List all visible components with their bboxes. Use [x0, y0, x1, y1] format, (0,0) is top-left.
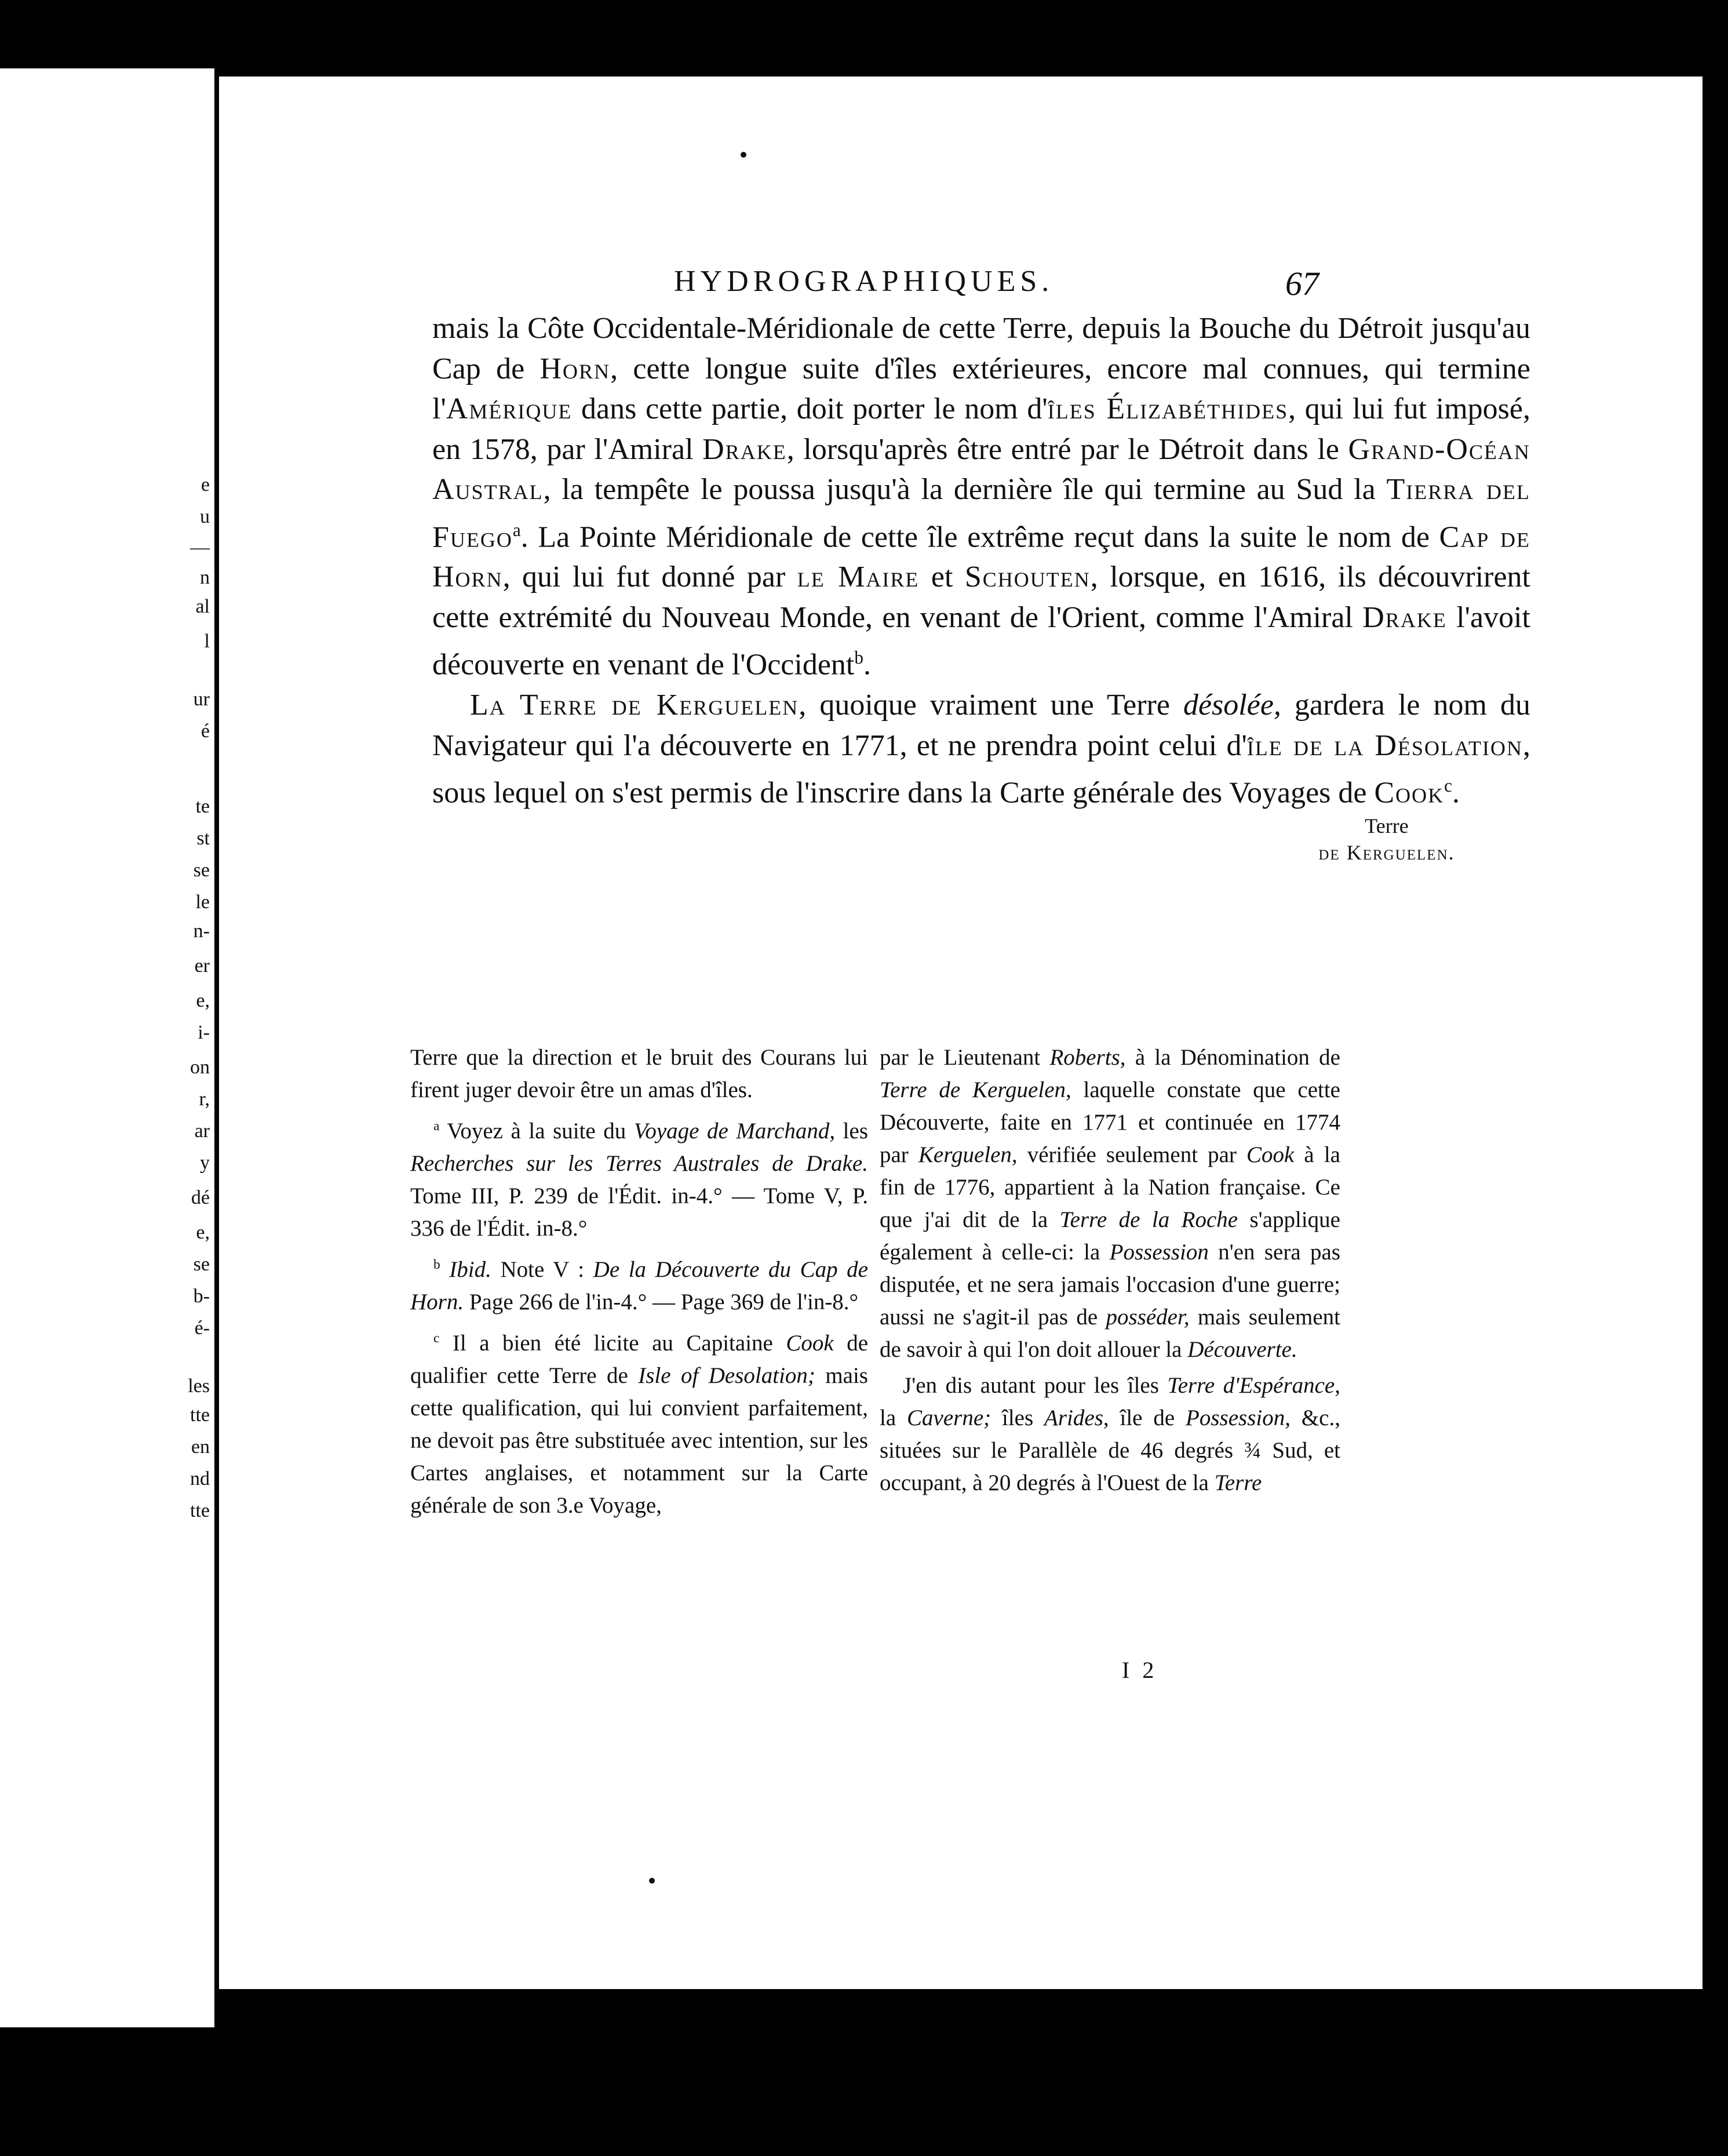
left-page-fragment: e, — [196, 990, 210, 1011]
footnote-ref-c: c — [1444, 775, 1453, 796]
left-page-fragment: ar — [194, 1120, 210, 1142]
footnotes-column-2 — [880, 1041, 1340, 1503]
left-page-fragment: on — [190, 1057, 210, 1078]
left-page-fragment: l — [204, 631, 210, 652]
margin-note: Terre de Kerguelen. — [1318, 814, 1455, 864]
paragraph-1: mais la Côte Occidentale-Méridionale de cette Terre, depuis la Bouche du Détroit jusqu'au Cap de Horn, cette longue suite d'îles extérieures, encore mal connues, qui termine l'Amérique dans cette partie, doit porter le nom d'îles Élizabéthides, qui lui fut imposé, en 1578, par l'Amiral Drake, lorsqu'après être entré par le Détroit dans le Grand-Océan Austral, la tempête le poussa jusqu'à la dernière île qui termine au Sud la Tierra del Fuego$^a$. La Pointe Méridionale de cette île extrême reçut dans la suite le nom de Cap de Horn, qui lui fut donné par le Maire et Schouten, lorsque, en 1616, ils découvrirent cette extrémité du Nouveau Monde, en venant de l'Orient, comme l'Amiral Drake l'avoit découverte en venant de l'Occident$^b$. — [432, 312, 1531, 682]
left-page-fragment: é- — [194, 1317, 210, 1339]
left-page-fragment: se — [193, 1254, 210, 1275]
left-page-fragment: le — [195, 891, 210, 913]
left-page-fragment: er — [194, 955, 210, 977]
left-page-fragment: en — [191, 1436, 210, 1458]
page-number: 67 — [1285, 265, 1319, 303]
left-page-fragment: les — [188, 1375, 210, 1397]
footnote-continuation: Terre que la direction et le bruit des Courans lui firent juger devoir être un amas d'îles. — [410, 1045, 868, 1102]
left-page-fragment: i- — [198, 1022, 210, 1043]
footnote-ref-a: a — [512, 519, 521, 540]
left-page-fragment: r, — [199, 1088, 210, 1110]
main-text — [432, 308, 1530, 813]
left-page-fragment: y — [200, 1152, 210, 1174]
footnotes-column-1 — [410, 1041, 868, 1525]
left-page-fragment: tte — [190, 1500, 210, 1521]
paragraph-2: La Terre de Kerguelen, quoique vraiment une Terre désolée, gardera le nom du Navigateur qui l'a découverte en 1771, et ne prendra point celui d'île de la Désolation, sous lequel on s'est permis de l'inscrire dans la Carte générale des Voyages de Cook$^c$. — [432, 689, 1530, 810]
left-page-fragment: n- — [193, 920, 210, 942]
left-page-fragment: al — [195, 596, 210, 617]
running-title: HYDROGRAPHIQUES. — [674, 265, 1054, 298]
left-page-fragment: ur — [193, 689, 210, 710]
left-page-fragment: se — [193, 860, 210, 881]
footnote-ref-b: b — [854, 647, 863, 668]
footnote-c-continued: par le Lieutenant Roberts, à la Dénomination de Terre de Kerguelen, laquelle constate que cette Découverte, faite en 1771 et continuée en 1774 par Kerguelen, vérifiée seulement par Cook à la fin de 1776, appartient à la Nation française. Ce que j'ai dit de la Terre de la Roche s'applique également à celle-ci: la Possession n'en sera pas disputée, et ne sera jamais l'occasion d'une guerre; aussi ne s'agit-il pas de posséder, mais seulement de savoir à qui l'on doit allouer la Découverte. — [880, 1045, 1341, 1362]
left-page-fragment: u — [200, 506, 210, 527]
left-page-fragment: st — [196, 828, 210, 849]
left-page-fragment: — — [190, 537, 210, 558]
left-page-fragment: tte — [190, 1404, 210, 1426]
footnote-c-paragraph-2: J'en dis autant pour les îles Terre d'Espérance, la Caverne; îles Arides, île de Possession, &c., situées sur le Parallèle de 46 degrés ¾ Sud, et occupant, à 20 degrés à l'Ouest de la Terre — [880, 1373, 1340, 1495]
left-page-fragment: é — [200, 720, 210, 742]
page-header — [219, 264, 1703, 305]
left-page-fragment: e — [200, 474, 210, 496]
left-page-fragment: dé — [191, 1187, 210, 1208]
left-page-edge — [0, 68, 214, 2027]
left-page-fragment: n — [200, 567, 210, 588]
left-page-fragment: nd — [190, 1468, 210, 1489]
page — [219, 77, 1703, 1989]
left-page-fragment: te — [195, 796, 210, 817]
left-page-fragment: e, — [196, 1222, 210, 1243]
ink-dot — [649, 1878, 655, 1884]
ink-dot — [741, 152, 746, 158]
footnote-c: $^c$ Il a bien été licite au Capitaine Cook de qualifier cette Terre de Isle of Desolation; mais cette qualification, qui lui convient parfaitement, ne devoit pas être substituée avec intention, sur les Cartes anglaises, et notamment sur la Carte générale de son 3.e Voyage, — [410, 1331, 868, 1518]
signature-mark: I 2 — [1122, 1657, 1158, 1683]
left-page-fragment: b- — [193, 1285, 210, 1307]
footnote-a: $^a$ Voyez à la suite du Voyage de Marchand, les Recherches sur les Terres Australes de Drake. Tome III, P. 239 de l'Édit. in-4.° — Tome V, P. 336 de l'Édit. in-8.° — [410, 1119, 868, 1241]
footnote-b: $^b$ Ibid. Note V : De la Découverte du Cap de Horn. Page 266 de l'in-4.° — Page 369 de l'in-8.° — [410, 1257, 868, 1314]
